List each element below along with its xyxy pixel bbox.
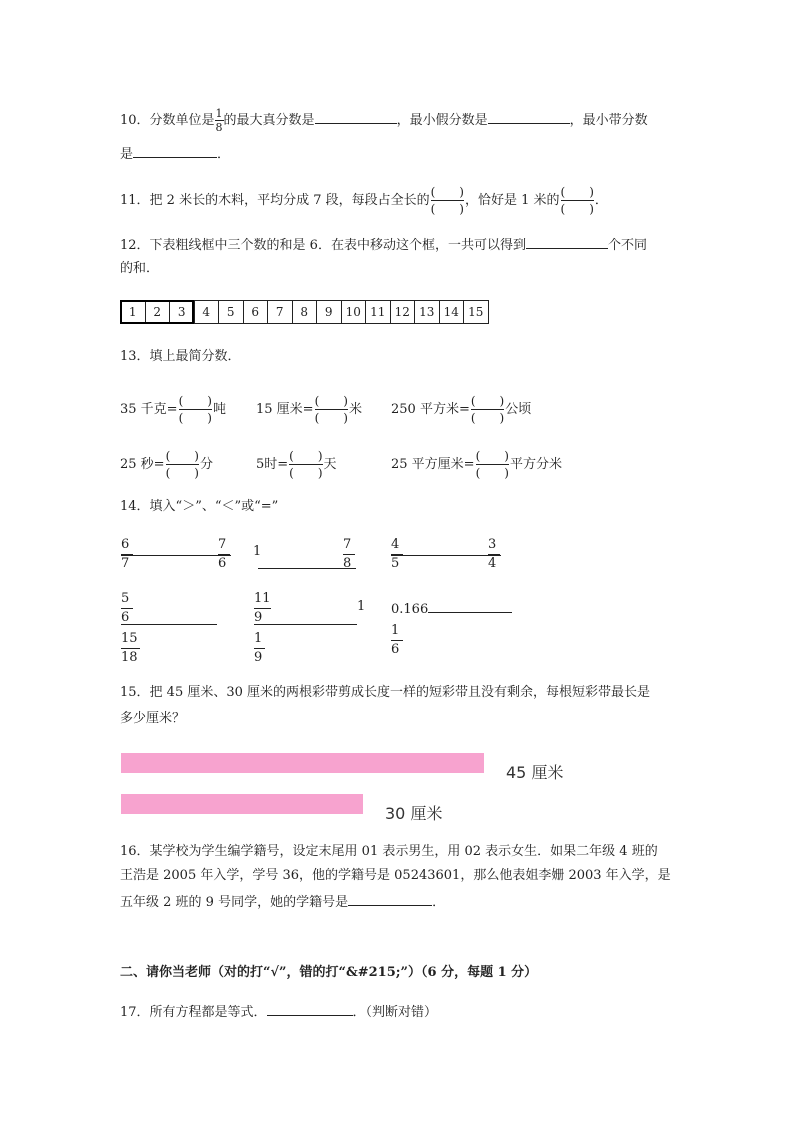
q14-answer-line-4[interactable]: [121, 624, 217, 625]
q13-fraction-blank-6[interactable]: ( ) ( ): [475, 449, 509, 480]
q10-blank-3[interactable]: [133, 145, 217, 158]
q13-item-4: 25 秒= ( ) ( ) 分: [120, 449, 213, 480]
table-cell: 5: [219, 301, 244, 324]
q11-text1: 11．把 2 米长的木料，平均分成 7 段，每段占全长的: [120, 193, 430, 208]
q10-blank-2[interactable]: [488, 111, 570, 124]
table-cell: 15: [464, 301, 489, 324]
q11-fraction-blank-1[interactable]: ( ) ( ): [430, 185, 464, 216]
table-cell: 7: [268, 301, 293, 324]
q13-fraction-blank-5[interactable]: ( ) ( ): [289, 449, 323, 480]
q17-line: 17．所有方程都是等式． ．（判断对错）: [120, 1005, 438, 1020]
q14-answer-line-2[interactable]: [258, 568, 356, 569]
table-cell: 2: [145, 301, 170, 324]
q14-fraction-15-18: 15 18: [121, 632, 140, 664]
q10-line1: [120, 108, 648, 133]
q13-item-1: 35 千克= ( ) ( ) 吨: [120, 394, 226, 425]
q14-one-a: 1: [253, 544, 262, 559]
q16-blank[interactable]: [348, 893, 432, 906]
table-cell: 14: [439, 301, 464, 324]
q14-fraction-1-9: 1 9: [254, 632, 265, 664]
q14-fraction-4-5: 4 5: [391, 538, 403, 570]
table-cell: 6: [243, 301, 268, 324]
table-cell: 10: [341, 301, 366, 324]
q14-fraction-1-6: 1 6: [391, 624, 403, 656]
q16-line3: 五年级 2 班的 9 号同学，她的学籍号是 ．: [120, 895, 446, 910]
q14-answer-line-5[interactable]: [254, 624, 357, 625]
q16-line1: 16．某学校为学生编学籍号，设定末尾用 01 表示男生，用 02 表示女生．如果二年级 4 班的: [120, 844, 658, 859]
q14-fraction-7-6: 7 6: [218, 538, 230, 570]
ribbon-30cm-label: 30 厘米: [385, 804, 443, 823]
table-cell: 3: [170, 301, 195, 324]
q13-fraction-blank-2[interactable]: ( ) ( ): [314, 394, 348, 425]
q13-fraction-blank-4[interactable]: ( ) ( ): [165, 449, 199, 480]
q12-line2: 的和．: [120, 261, 160, 276]
q13-item-5: 5时= ( ) ( ) 天: [256, 449, 337, 480]
table-cell: 9: [317, 301, 342, 324]
table-cell: 12: [390, 301, 415, 324]
ribbon-45cm: [121, 753, 484, 773]
table-cell: 11: [366, 301, 391, 324]
q14-fraction-3-4: 3 4: [488, 538, 500, 570]
q14-answer-line-3[interactable]: [391, 555, 501, 556]
q10-part3: ，最小带分数: [569, 113, 648, 128]
q13-fraction-blank-3[interactable]: ( ) ( ): [470, 394, 505, 425]
q13-fraction-blank-1[interactable]: ( ) ( ): [178, 394, 212, 425]
q10-part1: 的最大真分数是: [223, 113, 315, 128]
q10-blank-1[interactable]: [315, 111, 397, 124]
table-cell: 4: [194, 301, 219, 324]
q13-title: 13．填上最简分数．: [120, 349, 241, 364]
q13-item-3: 250 平方米= ( ) ( ) 公顷: [391, 394, 532, 425]
section-2-title: 二、请你当老师（对的打“√”，错的打“&#215;”）（6 分，每题 1 分）: [120, 965, 538, 980]
q14-fraction-5-6: 5 6: [121, 592, 133, 624]
q13-item-2: 15 厘米= ( ) ( ) 米: [256, 394, 362, 425]
q10-line2: 是 ．: [120, 147, 231, 162]
q11-text2: ，恰好是 1 米的: [465, 193, 560, 208]
q14-answer-line-6[interactable]: [428, 600, 512, 613]
bold-frame[interactable]: [120, 300, 194, 324]
q10-unit-fraction: $\frac{1}{8}$: [215, 107, 223, 134]
q16-line2: 王浩是 2005 年入学，学号 36，他的学籍号是 05243601，那么他表姐李姗 2003 年入学，是: [120, 868, 671, 883]
q14-title: 14．填入“＞”、“＜”或“=”: [120, 499, 279, 514]
q14-decimal-item: 0.166: [391, 600, 512, 616]
q17-blank[interactable]: [267, 1003, 353, 1016]
table-cell: 8: [292, 301, 317, 324]
ribbon-30cm: [121, 794, 363, 814]
q15-line2: 多少厘米？: [120, 711, 186, 726]
q15-line1: 15．把 45 厘米、30 厘米的两根彩带剪成长度一样的短彩带且没有剩余，每根短彩带最长是: [120, 685, 651, 700]
q14-one-b: 1: [357, 599, 366, 614]
q13-item-6: 25 平方厘米= ( ) ( ) 平方分米: [391, 449, 562, 480]
q10-part2: ，最小假分数是: [396, 113, 488, 128]
q14-answer-line-1[interactable]: [121, 555, 231, 556]
q11-line: 11．把 2 米长的木料，平均分成 7 段，每段占全长的 ( ) ( ) ，恰好是 1 米的 ( ) ( ) ．: [120, 185, 608, 216]
q11-fraction-blank-2[interactable]: ( ) ( ): [560, 185, 594, 216]
q14-fraction-7-8: 7 8: [343, 538, 355, 570]
q10-prefix: 10．分数单位是: [120, 113, 215, 128]
table-cell: 13: [415, 301, 440, 324]
q14-fraction-6-7: 6 7: [121, 538, 133, 570]
q12-line1: 12．下表粗线框中三个数的和是 6．在表中移动这个框，一共可以得到 个不同: [120, 238, 647, 253]
q12-blank[interactable]: [526, 236, 608, 249]
table-cell: 1: [121, 301, 146, 324]
q14-fraction-11-9: 11 9: [254, 591, 271, 625]
ribbon-45cm-label: 45 厘米: [506, 763, 564, 782]
